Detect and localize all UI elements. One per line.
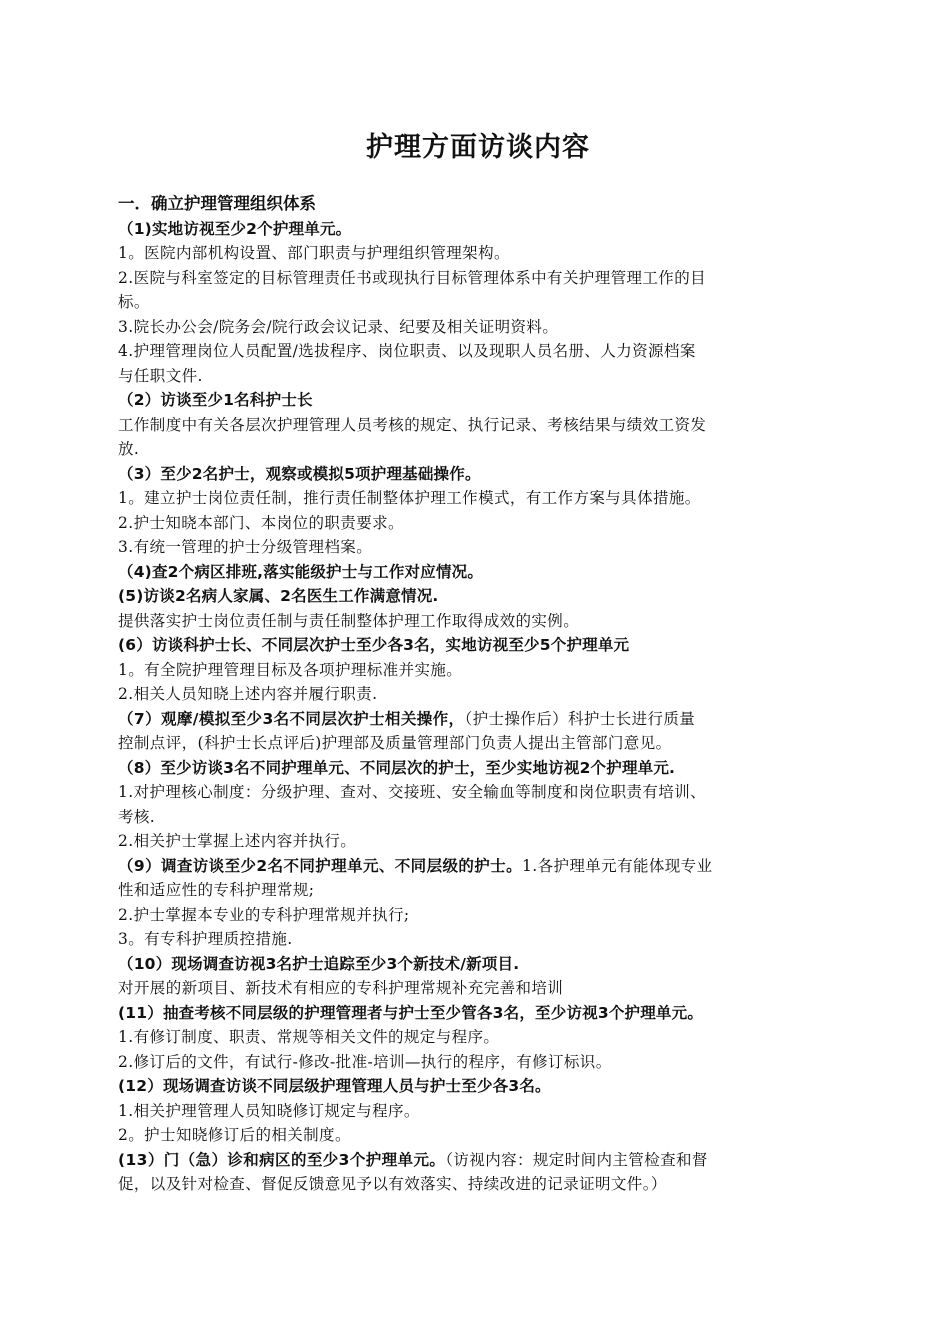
item-9-line-2: 性和适应性的专科护理常规; [118, 881, 315, 899]
item-8-line-1a: 1.对护理核心制度：分级护理、查对、交接班、安全输血等制度和岗位职责有培训、 [118, 783, 706, 801]
section-heading: 一．确立护理管理组织体系 [118, 194, 316, 213]
item-1-heading: （1)实地访视至少2个护理单元。 [118, 219, 352, 238]
item-1-line-4a: 4.护理管理岗位人员配置/选拔程序、岗位职责、以及现职人员名册、人力资源档案 [118, 342, 696, 360]
item-7-line-1 [118, 707, 838, 732]
item-10-line-1: 对开展的新项目、新技术有相应的专科护理常规补充完善和培训 [118, 979, 564, 997]
item-9-line-3: 2.护士掌握本专业的专科护理常规并执行; [118, 905, 410, 924]
item-7-line-2: 控制点评，(科护士长点评后)护理部及质量管理部门负责人提出主管部门意见。 [118, 734, 672, 752]
item-12-line-1: 1.相关护理管理人员知晓修订规定与程序。 [118, 1101, 420, 1120]
item-9-line-1 [118, 854, 838, 879]
item-3-line-2: 2.护士知晓本部门、本岗位的职责要求。 [118, 513, 404, 532]
item-6-heading: (6）访谈科护士长、不同层次护士至少各3名，实地访视至少5个护理单元 [118, 636, 630, 654]
item-9-heading: （9）调查访谈至少2名不同护理单元、不同层级的护士。 [118, 856, 522, 875]
document-page [118, 128, 838, 1197]
item-6-line-1: 1。有全院护理管理目标及各项护理标准并实施。 [118, 660, 463, 679]
item-13-line-2: 促，以及针对检查、督促反馈意见予以有效落实、持续改进的记录证明文件。） [118, 1175, 667, 1193]
item-3-line-1: 1。建立护士岗位责任制，推行责任制整体护理工作模式，有工作方案与具体措施。 [118, 489, 701, 507]
item-1-line-1: 1。医院内部机构设置、部门职责与护理组织管理架构。 [118, 244, 510, 262]
item-11-heading: (11）抽查考核不同层级的护理管理者与护士至少管各3名，至少访视3个护理单元。 [118, 1003, 704, 1022]
item-8-heading: （8）至少访谈3名不同护理单元、不同层次的护士，至少实地访视2个护理单元. [118, 758, 676, 777]
item-1-line-3: 3.院长办公会/院务会/院行政会议记录、纪要及相关证明资料。 [118, 317, 559, 336]
item-5-line-1: 提供落实护士岗位责任制与责任制整体护理工作取得成效的实例。 [118, 611, 580, 630]
document-title: 护理方面访谈内容 [366, 132, 590, 163]
item-10-heading: （10）现场调查访视3名护士追踪至少3个新技术/新项目. [118, 954, 520, 973]
item-13-heading: (13）门（急）诊和病区的至少3个护理单元。 [118, 1150, 446, 1169]
item-3-heading: （3）至少2名护士，观察或模拟5项护理基础操作。 [118, 464, 481, 483]
item-11-line-1: 1.有修订制度、职责、常规等相关文件的规定与程序。 [118, 1028, 500, 1046]
item-9-tail: 1.各护理单元有能体现专业 [521, 856, 713, 875]
item-11-line-2: 2.修订后的文件，有试行-修改-批准-培训—执行的程序，有修订标识。 [118, 1052, 612, 1071]
item-7-tail: （护士操作后）科护士长进行质量 [464, 709, 696, 728]
item-12-line-2: 2。护士知晓修订后的相关制度。 [118, 1126, 351, 1144]
item-4-heading: （4)查2个病区排班,落实能级护士与工作对应情况。 [118, 562, 484, 581]
item-8-line-2: 2.相关护士掌握上述内容并执行。 [118, 832, 357, 850]
item-2-line-1b: 放. [118, 440, 140, 458]
item-1-line-2b: 标。 [118, 293, 150, 311]
item-7-heading: （7）观摩/模拟至少3名不同层次护士相关操作， [118, 709, 465, 728]
item-5-heading: (5)访谈2名病人家属、2名医生工作满意情况. [118, 587, 439, 605]
item-13-line-1 [118, 1148, 838, 1173]
item-1-line-2a: 2.医院与科室签定的目标管理责任书或现执行目标管理体系中有关护理管理工作的目 [118, 268, 706, 287]
item-2-line-1a: 工作制度中有关各层次护理管理人员考核的规定、执行记录、考核结果与绩效工资发 [118, 415, 707, 434]
item-13-tail: （访视内容：规定时间内主管检查和督 [445, 1150, 708, 1169]
item-9-line-4: 3。有专科护理质控措施. [118, 930, 293, 948]
item-12-heading: (12）现场调查访谈不同层级护理管理人员与护士至少各3名。 [118, 1077, 551, 1095]
item-2-heading: （2）访谈至少1名科护士长 [118, 391, 313, 409]
item-3-line-3: 3.有统一管理的护士分级管理档案。 [118, 538, 373, 556]
item-6-line-2: 2.相关人员知晓上述内容并履行职责. [118, 685, 378, 703]
item-1-line-4b: 与任职文件. [118, 366, 203, 385]
item-8-line-1b: 考核. [118, 807, 156, 826]
